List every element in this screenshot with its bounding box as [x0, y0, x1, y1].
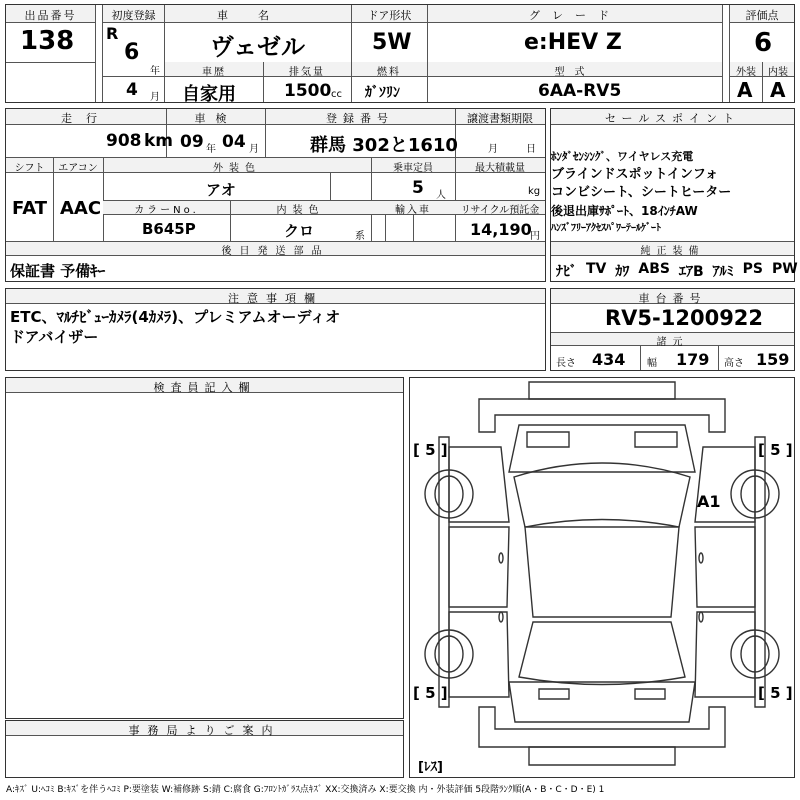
- inspector-box: [5, 377, 404, 719]
- door-label: ドア形状: [367, 9, 412, 22]
- sales-line: コンビシート、シートヒーター: [551, 185, 732, 200]
- tire-rear-right: [ 5 ]: [758, 684, 793, 702]
- office-label: 事務局よりご案内: [128, 724, 281, 737]
- displacement-unit: cc: [331, 89, 342, 100]
- equip-item: TV: [586, 261, 607, 277]
- equip-label: 純正装備: [640, 246, 705, 257]
- mileage-label: 走行: [61, 112, 111, 125]
- sales-line: ブラインドスポットインフォ: [551, 167, 719, 182]
- reg-year: 6: [124, 40, 140, 65]
- equip-item: PW: [772, 261, 798, 277]
- chassis-label: 車台番号: [638, 292, 707, 305]
- door-type: 5W: [372, 30, 412, 55]
- score-label: 評価点: [745, 9, 779, 22]
- ac-label: エアコン: [58, 163, 98, 174]
- load-unit: kg: [528, 186, 541, 197]
- specs-label: 諸元: [656, 337, 689, 348]
- load-label: 最大積載量: [475, 163, 525, 174]
- notes-line: ETC、ﾏﾙﾁﾋﾞｭｰｶﾒﾗ(4ｶﾒﾗ)、プレミアムオーディオ: [10, 308, 341, 326]
- era: R: [106, 24, 119, 43]
- color-no: B645P: [142, 220, 196, 238]
- color-no-label: カラーNo.: [134, 205, 199, 216]
- shift: FAT: [12, 198, 48, 219]
- equip-item: ABS: [638, 261, 670, 277]
- history: 自家用: [182, 84, 236, 105]
- plate-label: 登録番号: [326, 112, 394, 125]
- mileage: 908: [106, 131, 142, 151]
- inspection-label: 車検: [194, 112, 237, 125]
- length: 434: [592, 350, 626, 369]
- tire-front-left: [ 5 ]: [413, 441, 448, 459]
- score: 6: [754, 28, 773, 58]
- displacement-label: 排気量: [289, 67, 325, 78]
- sales-lines: [551, 148, 794, 238]
- sales-line: 後退出庫ｻﾎﾟｰﾄ、18ｲﾝﾁAW: [551, 204, 698, 218]
- equip-item: ｱﾙﾐ: [712, 264, 734, 280]
- transfer-month-unit: 月: [488, 144, 498, 155]
- fuel: ｶﾞｿﾘﾝ: [365, 85, 400, 101]
- tire-rear-left: [ 5 ]: [413, 684, 448, 702]
- equip-item: ﾅﾋﾞ: [556, 264, 577, 280]
- ext-color: アオ: [206, 181, 236, 199]
- int-color: クロ: [284, 222, 315, 240]
- equip-item: ｴｱB: [678, 264, 704, 280]
- interior-grade: A: [770, 78, 786, 102]
- notes-label: 注意事項欄: [228, 292, 323, 305]
- insp-month-unit: 月: [249, 144, 259, 155]
- grade-label: グレード: [529, 9, 621, 22]
- sales-line: ﾊﾝｽﾞﾌﾘｰｱｸｾｽﾊﾟﾜｰﾃｰﾙｹﾞｰﾄ: [551, 223, 661, 234]
- recycle-fee: 14,190: [470, 220, 532, 239]
- recycle-label: リサイクル預託金: [460, 205, 540, 216]
- history-label: 車歴: [202, 67, 226, 78]
- lot-number: 138: [20, 26, 75, 56]
- insp-year-unit: 年: [206, 144, 216, 155]
- width-label: 幅: [647, 358, 657, 369]
- sales-label: セールスポイント: [604, 112, 740, 125]
- car-name: ヴェゼル: [210, 33, 306, 61]
- fuel-label: 燃料: [377, 67, 401, 78]
- tire-front-right: [ 5 ]: [758, 441, 793, 459]
- height-label: 高さ: [724, 358, 744, 369]
- displacement: 1500: [284, 81, 332, 101]
- sales-line: ﾎﾝﾀﾞｾﾝｼﾝｸﾞ、ワイヤレス充電: [551, 150, 694, 163]
- recycle-unit: 円: [530, 231, 540, 242]
- plate-number: 群馬 302と1610: [310, 135, 458, 156]
- height: 159: [756, 350, 790, 369]
- import-label: 輸入車: [395, 205, 431, 216]
- notes-line: ドアバイザー: [10, 328, 99, 346]
- inspector-label: 検査員記入欄: [153, 381, 256, 394]
- reg-year-unit: 年: [150, 66, 160, 77]
- width: 179: [676, 350, 710, 369]
- equip-list: [556, 261, 798, 281]
- exterior-grade: A: [737, 78, 753, 102]
- int-color-unit: 系: [355, 231, 365, 242]
- capacity-label: 乗車定員: [393, 163, 433, 174]
- insp-month: 04: [222, 132, 246, 152]
- grade: e:HEV Z: [524, 30, 622, 55]
- after-parts: 保証書 予備ｷｰ: [10, 262, 106, 280]
- spare-tire: [ﾚｽ]: [418, 760, 443, 775]
- reg-month-unit: 月: [150, 92, 160, 103]
- model-label: 型式: [554, 67, 595, 78]
- length-label: 長さ: [556, 358, 576, 369]
- model: 6AA-RV5: [538, 81, 622, 101]
- chassis-number: RV5-1200922: [605, 306, 764, 330]
- first-reg-label: 初度登録: [111, 9, 156, 22]
- ac: AAC: [60, 198, 102, 219]
- shift-label: シフト: [14, 163, 45, 174]
- exterior-label: 外装: [736, 67, 756, 78]
- capacity: 5: [412, 178, 424, 198]
- ext-color-label: 外装色: [213, 163, 261, 174]
- after-parts-label: 後日発送部品: [221, 246, 330, 257]
- car-name-label: 車名: [217, 9, 299, 22]
- transfer-label: 譲渡書類期限: [467, 112, 533, 125]
- car-body-diagram: [409, 377, 795, 778]
- equip-item: PS: [742, 261, 763, 277]
- mileage-unit: km: [144, 131, 174, 151]
- reg-month: 4: [126, 80, 138, 100]
- notes-lines: [10, 307, 340, 347]
- lot-label: 出品番号: [24, 9, 77, 22]
- legend: A:ｷｽﾞ U:ﾍｺﾐ B:ｷｽﾞを伴うﾍｺﾐ P:要塗装 W:補修跡 S:錆 C:腐食 G:ﾌﾛﾝﾄｶﾞﾗｽ点ｷｽﾞ XX:交換済み X:要交換 内・外装評価 5段階ﾗﾝｸ順(A・B・C・D・E) 1: [6, 785, 605, 795]
- transfer-day-unit: 日: [526, 144, 536, 155]
- insp-year: 09: [180, 132, 204, 152]
- capacity-unit: 人: [436, 190, 446, 201]
- int-color-label: 内装色: [276, 205, 325, 216]
- interior-label: 内装: [768, 67, 788, 78]
- damage-mark-a1: A1: [697, 492, 721, 511]
- equip-item: ｶﾜ: [615, 264, 630, 280]
